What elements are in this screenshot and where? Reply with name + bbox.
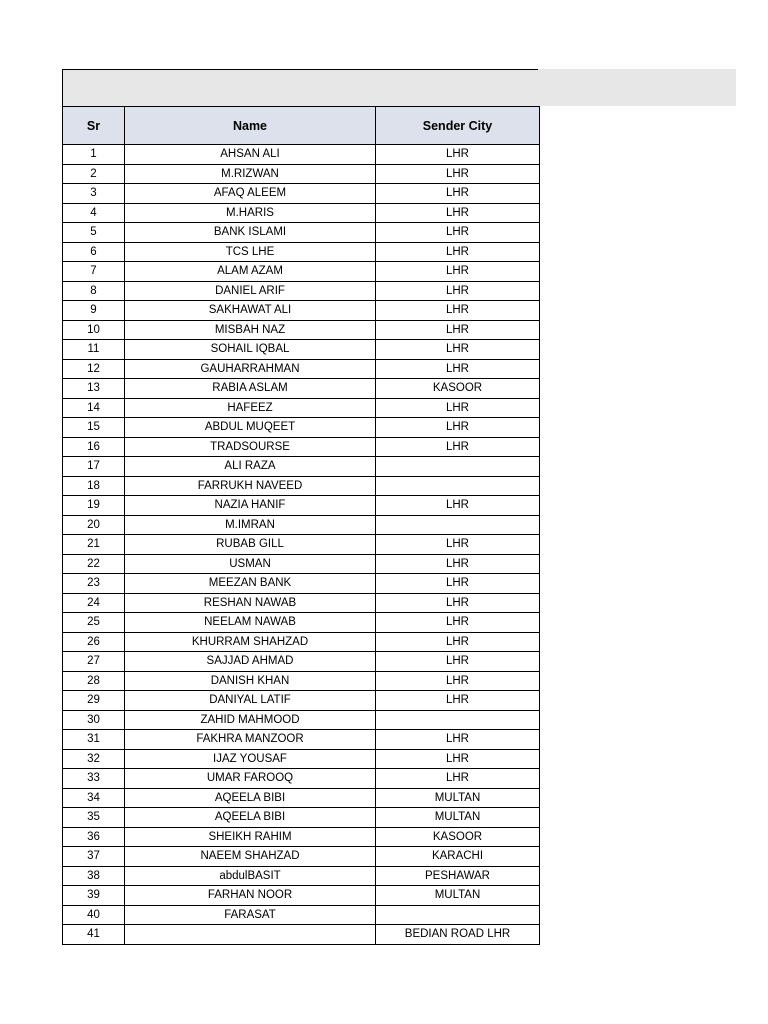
cell-sender-city[interactable]: LHR [376,281,540,301]
cell-sender-city[interactable]: LHR [376,749,540,769]
table-row [63,769,540,789]
cell-sr[interactable]: 24 [63,593,125,613]
cell-sr[interactable]: 30 [63,710,125,730]
cell-sender-city[interactable]: LHR [376,535,540,555]
cell-sender-city[interactable]: MULTAN [376,788,540,808]
table-row [63,476,540,496]
table-row [63,457,540,477]
table-row [63,496,540,516]
cell-sr[interactable]: 1 [63,145,125,165]
cell-sender-city[interactable]: LHR [376,262,540,282]
cell-sr[interactable]: 6 [63,242,125,262]
cell-sr[interactable]: 8 [63,281,125,301]
cell-sr[interactable]: 15 [63,418,125,438]
cell-sender-city[interactable] [376,905,540,925]
table-row [63,827,540,847]
cell-sr[interactable]: 20 [63,515,125,535]
sender-table [62,106,540,945]
cell-sender-city[interactable]: LHR [376,437,540,457]
cell-sr[interactable]: 41 [63,925,125,945]
cell-sr[interactable]: 16 [63,437,125,457]
cell-sender-city[interactable]: LHR [376,593,540,613]
table-row [63,184,540,204]
cell-name[interactable]: RESHAN NAWAB [125,593,376,613]
table-row [63,671,540,691]
cell-name[interactable]: M.IMRAN [125,515,376,535]
table-row [63,340,540,360]
cell-sender-city[interactable] [376,457,540,477]
cell-sender-city[interactable]: LHR [376,320,540,340]
header-row [63,107,540,145]
cell-sender-city[interactable]: PESHAWAR [376,866,540,886]
cell-sender-city[interactable]: LHR [376,223,540,243]
cell-sender-city[interactable] [376,515,540,535]
cell-sender-city[interactable]: KASOOR [376,827,540,847]
table-row [63,398,540,418]
cell-sr[interactable]: 23 [63,574,125,594]
cell-sender-city[interactable]: LHR [376,554,540,574]
cell-sr[interactable]: 18 [63,476,125,496]
cell-name[interactable]: SHEIKH RAHIM [125,827,376,847]
table-row [63,905,540,925]
cell-sender-city[interactable]: LHR [376,242,540,262]
cell-name[interactable]: IJAZ YOUSAF [125,749,376,769]
table-row [63,242,540,262]
cell-sr[interactable]: 38 [63,866,125,886]
cell-name[interactable]: UMAR FAROOQ [125,769,376,789]
cell-sender-city[interactable]: LHR [376,730,540,750]
cell-name[interactable]: FARHAN NOOR [125,886,376,906]
table-row [63,554,540,574]
table-row [63,730,540,750]
table-row [63,808,540,828]
cell-name[interactable]: TCS LHE [125,242,376,262]
cell-sender-city[interactable]: LHR [376,145,540,165]
cell-name[interactable]: RUBAB GILL [125,535,376,555]
cell-sr[interactable]: 12 [63,359,125,379]
table-row [63,535,540,555]
table-row [63,652,540,672]
cell-name[interactable]: FARASAT [125,905,376,925]
cell-name[interactable]: ZAHID MAHMOOD [125,710,376,730]
cell-sender-city[interactable]: LHR [376,574,540,594]
cell-sr[interactable]: 35 [63,808,125,828]
table-row [63,281,540,301]
cell-sender-city[interactable]: LHR [376,301,540,321]
cell-name[interactable]: KHURRAM SHAHZAD [125,632,376,652]
cell-sr[interactable]: 4 [63,203,125,223]
table-row [63,866,540,886]
cell-sr[interactable]: 40 [63,905,125,925]
cell-name[interactable] [125,925,376,945]
cell-sr[interactable]: 28 [63,671,125,691]
cell-sender-city[interactable]: LHR [376,164,540,184]
cell-sr[interactable]: 33 [63,769,125,789]
cell-sender-city[interactable]: LHR [376,671,540,691]
cell-sr[interactable]: 21 [63,535,125,555]
cell-sender-city[interactable]: LHR [376,632,540,652]
table-row [63,613,540,633]
cell-name[interactable]: abdulBASIT [125,866,376,886]
cell-name[interactable]: FAKHRA MANZOOR [125,730,376,750]
cell-name[interactable]: SOHAIL IQBAL [125,340,376,360]
cell-sender-city[interactable]: BEDIAN ROAD LHR [376,925,540,945]
cell-sr[interactable]: 9 [63,301,125,321]
cell-sr[interactable]: 22 [63,554,125,574]
cell-sr[interactable]: 17 [63,457,125,477]
table-row [63,788,540,808]
cell-name[interactable]: BANK ISLAMI [125,223,376,243]
header-name[interactable]: Name [125,107,376,145]
header-sender-city[interactable]: Sender City [376,107,540,145]
cell-sr[interactable]: 11 [63,340,125,360]
cell-sr[interactable]: 39 [63,886,125,906]
cell-name[interactable]: SAJJAD AHMAD [125,652,376,672]
cell-sr[interactable]: 25 [63,613,125,633]
cell-sr[interactable]: 36 [63,827,125,847]
cell-sender-city[interactable]: MULTAN [376,808,540,828]
table-row [63,886,540,906]
cell-name[interactable]: AFAQ ALEEM [125,184,376,204]
table-row [63,691,540,711]
cell-sr[interactable]: 37 [63,847,125,867]
cell-sr[interactable]: 34 [63,788,125,808]
cell-sender-city[interactable]: LHR [376,691,540,711]
cell-name[interactable]: TRADSOURSE [125,437,376,457]
table-row [63,379,540,399]
cell-sr[interactable]: 29 [63,691,125,711]
cell-sender-city[interactable]: LHR [376,613,540,633]
cell-sender-city[interactable]: LHR [376,359,540,379]
cell-sender-city[interactable]: LHR [376,398,540,418]
table-row [63,710,540,730]
cell-name[interactable]: MISBAH NAZ [125,320,376,340]
cell-sr[interactable]: 10 [63,320,125,340]
cell-name[interactable]: ALI RAZA [125,457,376,477]
cell-sender-city[interactable] [376,710,540,730]
cell-name[interactable]: AQEELA BIBI [125,808,376,828]
cell-sender-city[interactable] [376,476,540,496]
table-row [63,593,540,613]
cell-name[interactable]: MEEZAN BANK [125,574,376,594]
table-row [63,437,540,457]
table-row [63,515,540,535]
cell-name[interactable]: SAKHAWAT ALI [125,301,376,321]
table-row [63,632,540,652]
table-row [63,847,540,867]
cell-name[interactable]: DANISH KHAN [125,671,376,691]
table-row [63,164,540,184]
cell-sr[interactable]: 26 [63,632,125,652]
cell-name[interactable]: M.HARIS [125,203,376,223]
cell-sr[interactable]: 19 [63,496,125,516]
cell-name[interactable]: RABIA ASLAM [125,379,376,399]
cell-sender-city[interactable]: LHR [376,340,540,360]
cell-sender-city[interactable]: MULTAN [376,886,540,906]
cell-name[interactable]: USMAN [125,554,376,574]
cell-sr[interactable]: 31 [63,730,125,750]
table-row [63,925,540,945]
table-row [63,418,540,438]
table-row [63,320,540,340]
cell-sr[interactable]: 3 [63,184,125,204]
cell-name[interactable]: M.RIZWAN [125,164,376,184]
cell-sender-city[interactable]: LHR [376,203,540,223]
cell-name[interactable]: AQEELA BIBI [125,788,376,808]
cell-name[interactable]: NEELAM NAWAB [125,613,376,633]
cell-sender-city[interactable]: LHR [376,418,540,438]
cell-name[interactable]: NAZIA HANIF [125,496,376,516]
cell-name[interactable]: ALAM AZAM [125,262,376,282]
table-body [63,145,540,945]
title-cell[interactable] [62,69,538,106]
cell-name[interactable]: GAUHARRAHMAN [125,359,376,379]
cell-sender-city[interactable]: KASOOR [376,379,540,399]
cell-name[interactable]: FARRUKH NAVEED [125,476,376,496]
cell-name[interactable]: DANIEL ARIF [125,281,376,301]
cell-name[interactable]: NAEEM SHAHZAD [125,847,376,867]
table-row [63,574,540,594]
header-sr[interactable]: Sr [63,107,125,145]
table-row [63,203,540,223]
cell-name[interactable]: ABDUL MUQEET [125,418,376,438]
cell-sender-city[interactable]: LHR [376,652,540,672]
cell-sr[interactable]: 7 [63,262,125,282]
cell-name[interactable]: DANIYAL LATIF [125,691,376,711]
cell-sender-city[interactable]: LHR [376,496,540,516]
cell-sender-city[interactable]: KARACHI [376,847,540,867]
cell-sender-city[interactable]: LHR [376,184,540,204]
cell-sr[interactable]: 13 [63,379,125,399]
table-row [63,145,540,165]
cell-sr[interactable]: 27 [63,652,125,672]
cell-name[interactable]: HAFEEZ [125,398,376,418]
table-row [63,223,540,243]
table-row [63,359,540,379]
cell-sr[interactable]: 5 [63,223,125,243]
table-row [63,301,540,321]
table-row [63,262,540,282]
table-row [63,749,540,769]
cell-name[interactable]: AHSAN ALI [125,145,376,165]
cell-sender-city[interactable]: LHR [376,769,540,789]
cell-sr[interactable]: 32 [63,749,125,769]
cell-sr[interactable]: 14 [63,398,125,418]
cell-sr[interactable]: 2 [63,164,125,184]
